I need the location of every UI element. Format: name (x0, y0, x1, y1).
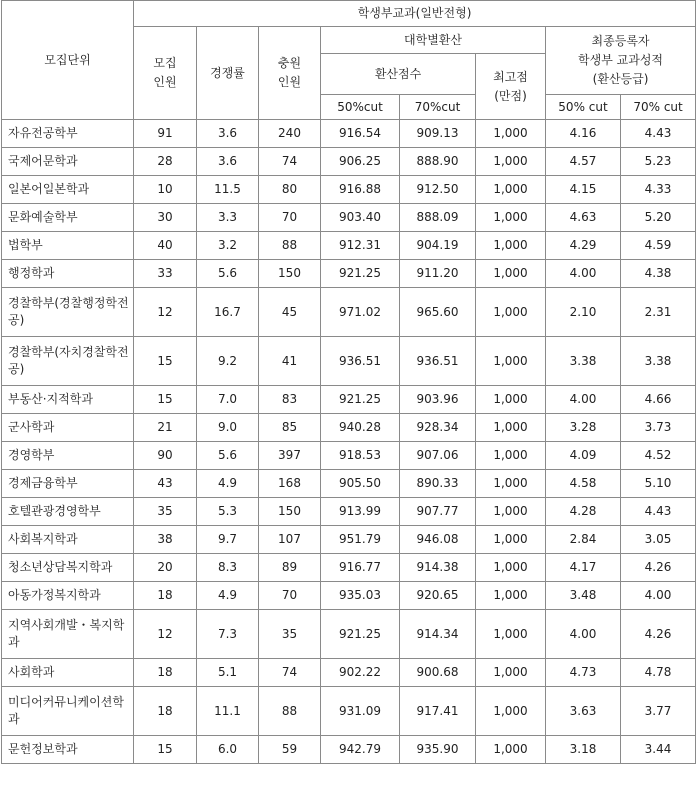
cell-score-50: 902.22 (321, 659, 400, 687)
admission-results-table (1, 0, 696, 764)
cell-recruit: 28 (134, 148, 197, 176)
cell-max: 1,000 (476, 554, 546, 582)
cell-grade-50: 2.84 (546, 526, 621, 554)
cell-score-50: 942.79 (321, 736, 400, 764)
cell-extra: 168 (259, 470, 321, 498)
cell-grade-50: 4.00 (546, 260, 621, 288)
cell-recruit: 12 (134, 288, 197, 337)
cell-max: 1,000 (476, 204, 546, 232)
cell-max: 1,000 (476, 386, 546, 414)
cell-unit: 일본어일본학과 (2, 176, 134, 204)
header-group: 학생부교과(일반전형) (134, 1, 696, 27)
cell-extra: 85 (259, 414, 321, 442)
header-recruit: 모집 인원 (134, 27, 197, 120)
cell-score-50: 906.25 (321, 148, 400, 176)
header-final: 최종등록자 학생부 교과성적 (환산등급) (546, 27, 696, 95)
cell-grade-50: 3.63 (546, 687, 621, 736)
cell-max: 1,000 (476, 526, 546, 554)
cell-max: 1,000 (476, 176, 546, 204)
cell-recruit: 43 (134, 470, 197, 498)
cell-grade-70: 5.20 (621, 204, 696, 232)
cell-score-70: 888.09 (400, 204, 476, 232)
cell-grade-70: 4.59 (621, 232, 696, 260)
cell-competition: 5.6 (197, 442, 259, 470)
cell-extra: 107 (259, 526, 321, 554)
cell-max: 1,000 (476, 414, 546, 442)
table-header (2, 1, 696, 120)
cell-extra: 150 (259, 498, 321, 526)
cell-max: 1,000 (476, 736, 546, 764)
header-cut50: 50%cut (321, 95, 400, 120)
cell-grade-50: 4.15 (546, 176, 621, 204)
cell-grade-50: 4.09 (546, 442, 621, 470)
cell-competition: 6.0 (197, 736, 259, 764)
cell-competition: 5.6 (197, 260, 259, 288)
table-row (2, 386, 696, 414)
cell-extra: 74 (259, 659, 321, 687)
cell-grade-50: 3.38 (546, 337, 621, 386)
cell-score-50: 916.77 (321, 554, 400, 582)
cell-competition: 3.2 (197, 232, 259, 260)
cell-score-50: 936.51 (321, 337, 400, 386)
cell-grade-50: 4.63 (546, 204, 621, 232)
cell-competition: 3.6 (197, 120, 259, 148)
cell-grade-70: 4.43 (621, 120, 696, 148)
cell-extra: 70 (259, 582, 321, 610)
cell-unit: 경찰학부(경찰행정학전공) (2, 288, 134, 337)
cell-grade-70: 4.52 (621, 442, 696, 470)
cell-unit: 지역사회개발・복지학과 (2, 610, 134, 659)
cell-score-70: 900.68 (400, 659, 476, 687)
cell-grade-50: 4.00 (546, 610, 621, 659)
cell-score-50: 913.99 (321, 498, 400, 526)
cell-extra: 83 (259, 386, 321, 414)
cell-score-70: 904.19 (400, 232, 476, 260)
cell-grade-50: 4.00 (546, 386, 621, 414)
header-grade70: 70% cut (621, 95, 696, 120)
cell-recruit: 15 (134, 386, 197, 414)
cell-extra: 59 (259, 736, 321, 764)
table-row (2, 148, 696, 176)
table-row (2, 736, 696, 764)
cell-unit: 문화예술학부 (2, 204, 134, 232)
header-cut70: 70%cut (400, 95, 476, 120)
cell-score-70: 917.41 (400, 687, 476, 736)
table-row (2, 610, 696, 659)
cell-unit: 행정학과 (2, 260, 134, 288)
cell-competition: 8.3 (197, 554, 259, 582)
table-row (2, 288, 696, 337)
cell-grade-50: 3.48 (546, 582, 621, 610)
cell-grade-50: 2.10 (546, 288, 621, 337)
cell-recruit: 38 (134, 526, 197, 554)
table-row (2, 120, 696, 148)
cell-recruit: 21 (134, 414, 197, 442)
cell-unit: 문헌정보학과 (2, 736, 134, 764)
cell-grade-50: 4.57 (546, 148, 621, 176)
cell-grade-50: 3.28 (546, 414, 621, 442)
cell-extra: 45 (259, 288, 321, 337)
header-grade50: 50% cut (546, 95, 621, 120)
cell-extra: 88 (259, 687, 321, 736)
cell-score-70: 920.65 (400, 582, 476, 610)
cell-unit: 자유전공학부 (2, 120, 134, 148)
cell-max: 1,000 (476, 659, 546, 687)
cell-recruit: 40 (134, 232, 197, 260)
cell-unit: 군사학과 (2, 414, 134, 442)
cell-competition: 16.7 (197, 288, 259, 337)
cell-max: 1,000 (476, 148, 546, 176)
header-extra: 충원 인원 (259, 27, 321, 120)
cell-extra: 74 (259, 148, 321, 176)
cell-competition: 3.3 (197, 204, 259, 232)
cell-unit: 경찰학부(자치경찰학전공) (2, 337, 134, 386)
cell-score-50: 921.25 (321, 260, 400, 288)
cell-unit: 청소년상담복지학과 (2, 554, 134, 582)
cell-grade-70: 4.66 (621, 386, 696, 414)
header-score: 환산점수 (321, 54, 476, 95)
cell-recruit: 18 (134, 659, 197, 687)
cell-score-50: 916.88 (321, 176, 400, 204)
cell-unit: 경제금융학부 (2, 470, 134, 498)
cell-grade-50: 4.29 (546, 232, 621, 260)
header-competition: 경쟁률 (197, 27, 259, 120)
cell-unit: 법학부 (2, 232, 134, 260)
cell-score-70: 903.96 (400, 386, 476, 414)
cell-recruit: 15 (134, 337, 197, 386)
cell-score-70: 888.90 (400, 148, 476, 176)
cell-recruit: 15 (134, 736, 197, 764)
cell-unit: 미디어커뮤니케이션학과 (2, 687, 134, 736)
table-row (2, 582, 696, 610)
table-row (2, 232, 696, 260)
cell-grade-70: 4.26 (621, 610, 696, 659)
cell-competition: 5.1 (197, 659, 259, 687)
cell-score-70: 909.13 (400, 120, 476, 148)
cell-score-70: 907.77 (400, 498, 476, 526)
cell-grade-70: 4.43 (621, 498, 696, 526)
table-row (2, 659, 696, 687)
table-row (2, 337, 696, 386)
cell-unit: 호텔관광경영학부 (2, 498, 134, 526)
cell-extra: 150 (259, 260, 321, 288)
cell-grade-50: 4.58 (546, 470, 621, 498)
cell-unit: 부동산·지적학과 (2, 386, 134, 414)
cell-score-70: 912.50 (400, 176, 476, 204)
cell-grade-70: 4.33 (621, 176, 696, 204)
cell-score-70: 914.34 (400, 610, 476, 659)
cell-score-50: 951.79 (321, 526, 400, 554)
table-row (2, 260, 696, 288)
cell-competition: 11.5 (197, 176, 259, 204)
cell-extra: 41 (259, 337, 321, 386)
cell-score-70: 935.90 (400, 736, 476, 764)
cell-grade-70: 3.77 (621, 687, 696, 736)
cell-max: 1,000 (476, 498, 546, 526)
header-conversion: 대학별환산 (321, 27, 546, 54)
cell-score-50: 912.31 (321, 232, 400, 260)
cell-extra: 397 (259, 442, 321, 470)
cell-max: 1,000 (476, 337, 546, 386)
cell-recruit: 10 (134, 176, 197, 204)
cell-unit: 아동가정복지학과 (2, 582, 134, 610)
table-row (2, 498, 696, 526)
cell-max: 1,000 (476, 120, 546, 148)
cell-max: 1,000 (476, 582, 546, 610)
cell-score-50: 905.50 (321, 470, 400, 498)
cell-score-50: 940.28 (321, 414, 400, 442)
cell-grade-70: 3.05 (621, 526, 696, 554)
cell-score-70: 965.60 (400, 288, 476, 337)
cell-grade-70: 4.26 (621, 554, 696, 582)
cell-score-50: 935.03 (321, 582, 400, 610)
cell-max: 1,000 (476, 288, 546, 337)
table-body (2, 120, 696, 764)
cell-competition: 9.0 (197, 414, 259, 442)
cell-score-50: 921.25 (321, 610, 400, 659)
cell-score-50: 903.40 (321, 204, 400, 232)
cell-score-50: 971.02 (321, 288, 400, 337)
cell-competition: 9.2 (197, 337, 259, 386)
cell-recruit: 91 (134, 120, 197, 148)
cell-score-50: 916.54 (321, 120, 400, 148)
cell-max: 1,000 (476, 442, 546, 470)
table-row (2, 470, 696, 498)
cell-score-70: 907.06 (400, 442, 476, 470)
cell-score-70: 936.51 (400, 337, 476, 386)
cell-grade-70: 3.73 (621, 414, 696, 442)
cell-grade-70: 3.38 (621, 337, 696, 386)
cell-max: 1,000 (476, 470, 546, 498)
cell-extra: 88 (259, 232, 321, 260)
header-max: 최고점 (만점) (476, 54, 546, 120)
cell-competition: 11.1 (197, 687, 259, 736)
cell-recruit: 18 (134, 687, 197, 736)
cell-grade-70: 4.00 (621, 582, 696, 610)
cell-max: 1,000 (476, 687, 546, 736)
cell-max: 1,000 (476, 260, 546, 288)
cell-competition: 9.7 (197, 526, 259, 554)
cell-score-70: 928.34 (400, 414, 476, 442)
cell-score-70: 946.08 (400, 526, 476, 554)
cell-score-70: 911.20 (400, 260, 476, 288)
cell-grade-50: 4.17 (546, 554, 621, 582)
cell-recruit: 90 (134, 442, 197, 470)
cell-unit: 사회학과 (2, 659, 134, 687)
table-row (2, 414, 696, 442)
table-row (2, 526, 696, 554)
cell-competition: 4.9 (197, 582, 259, 610)
cell-grade-70: 5.10 (621, 470, 696, 498)
table-row (2, 176, 696, 204)
cell-extra: 35 (259, 610, 321, 659)
cell-competition: 5.3 (197, 498, 259, 526)
cell-grade-50: 4.16 (546, 120, 621, 148)
cell-grade-70: 2.31 (621, 288, 696, 337)
cell-score-50: 918.53 (321, 442, 400, 470)
table-row (2, 687, 696, 736)
cell-grade-70: 3.44 (621, 736, 696, 764)
cell-extra: 89 (259, 554, 321, 582)
cell-unit: 사회복지학과 (2, 526, 134, 554)
cell-competition: 4.9 (197, 470, 259, 498)
cell-extra: 80 (259, 176, 321, 204)
cell-score-50: 931.09 (321, 687, 400, 736)
cell-max: 1,000 (476, 232, 546, 260)
table-row (2, 554, 696, 582)
cell-grade-70: 5.23 (621, 148, 696, 176)
table-row (2, 204, 696, 232)
cell-score-70: 914.38 (400, 554, 476, 582)
cell-grade-50: 4.28 (546, 498, 621, 526)
cell-unit: 경영학부 (2, 442, 134, 470)
cell-recruit: 20 (134, 554, 197, 582)
cell-grade-50: 4.73 (546, 659, 621, 687)
cell-grade-70: 4.38 (621, 260, 696, 288)
cell-grade-50: 3.18 (546, 736, 621, 764)
cell-recruit: 18 (134, 582, 197, 610)
cell-recruit: 33 (134, 260, 197, 288)
cell-extra: 70 (259, 204, 321, 232)
cell-recruit: 12 (134, 610, 197, 659)
cell-score-70: 890.33 (400, 470, 476, 498)
header-unit: 모집단위 (2, 1, 134, 120)
table-row (2, 442, 696, 470)
cell-unit: 국제어문학과 (2, 148, 134, 176)
cell-competition: 7.0 (197, 386, 259, 414)
cell-recruit: 35 (134, 498, 197, 526)
cell-recruit: 30 (134, 204, 197, 232)
cell-max: 1,000 (476, 610, 546, 659)
cell-extra: 240 (259, 120, 321, 148)
cell-grade-70: 4.78 (621, 659, 696, 687)
cell-competition: 7.3 (197, 610, 259, 659)
cell-competition: 3.6 (197, 148, 259, 176)
cell-score-50: 921.25 (321, 386, 400, 414)
